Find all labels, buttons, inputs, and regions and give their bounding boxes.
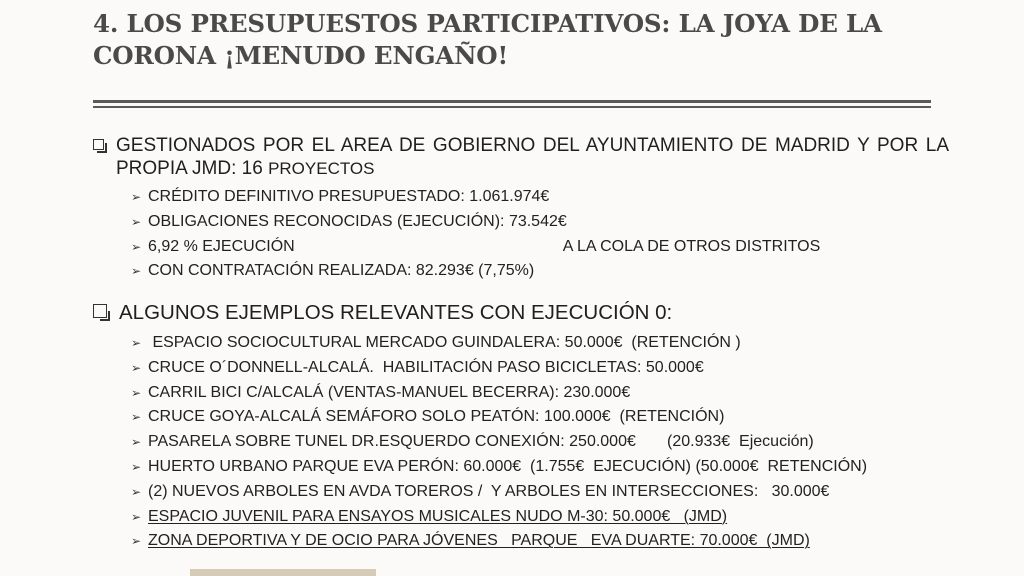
arrow-bullet-icon: ➢ <box>131 360 142 375</box>
section-ejemplos <box>93 300 953 554</box>
list-item: ➢ CRUCE GOYA-ALCALÁ SEMÁFORO SOLO PEATÓN: 100.000€ (RETENCIÓN) <box>93 405 953 430</box>
arrow-bullet-icon: ➢ <box>131 484 142 499</box>
arrow-bullet-icon: ➢ <box>131 459 142 474</box>
section-heading <box>93 300 953 326</box>
list-item: ➢ ESPACIO JUVENIL PARA ENSAYOS MUSICALES NUDO M-30: 50.000€ (JMD) <box>93 505 953 530</box>
heading-main: GESTIONADOS POR EL AREA DE GOBIERNO DEL AYUNTAMIENTO DE MADRID Y POR LA PROPIA JMD: 16 <box>116 135 949 179</box>
page-title: 4. LOS PRESUPUESTOS PARTICIPATIVOS: LA JOYA DE LA CORONA ¡MENUDO ENGAÑO! <box>93 9 882 70</box>
footer-accent-bar <box>190 569 376 576</box>
arrow-bullet-icon: ➢ <box>131 435 142 450</box>
arrow-bullet-icon: ➢ <box>131 214 142 229</box>
title-divider-thick <box>93 100 931 103</box>
arrow-bullet-icon: ➢ <box>131 264 142 279</box>
arrow-bullet-icon: ➢ <box>131 239 142 254</box>
arrow-bullet-icon: ➢ <box>131 190 142 204</box>
section-items <box>93 331 953 554</box>
section-items <box>93 185 953 284</box>
arrow-bullet-icon: ➢ <box>131 410 142 425</box>
section-heading <box>93 134 953 180</box>
list-item: ➢ CRUCE O´DONNELL-ALCALÁ. HABILITACIÓN PASO BICICLETAS: 50.000€ <box>93 356 953 381</box>
arrow-bullet-icon: ➢ <box>131 385 142 400</box>
item-note: A LA COLA DE OTROS DISTRITOS <box>562 237 821 255</box>
checkbox-bullet-icon <box>93 304 107 318</box>
list-item: ➢ OBLIGACIONES RECONOCIDAS (EJECUCIÓN): 73.542€ <box>93 210 953 235</box>
section-gestionados <box>93 134 953 284</box>
arrow-bullet-icon: ➢ <box>131 534 142 549</box>
list-item: ➢ 6,92 % EJECUCIÓN A LA COLA DE OTROS DISTRITOS <box>93 235 953 260</box>
list-item: ➢ ZONA DEPORTIVA Y DE OCIO PARA JÓVENES PARQUE EVA DUARTE: 70.000€ (JMD) <box>93 529 953 554</box>
checkbox-bullet-icon <box>93 139 104 150</box>
arrow-bullet-icon: ➢ <box>131 336 142 350</box>
list-item: ➢ CARRIL BICI C/ALCALÁ (VENTAS-MANUEL BECERRA): 230.000€ <box>93 381 953 406</box>
list-item: ➢ HUERTO URBANO PARQUE EVA PERÓN: 60.000€ (1.755€ EJECUCIÓN) (50.000€ RETENCIÓN) <box>93 455 953 480</box>
list-item: ➢ CON CONTRATACIÓN REALIZADA: 82.293€ (7,75%) <box>93 259 953 284</box>
section-heading-text: ALGUNOS EJEMPLOS RELEVANTES CON EJECUCIÓN 0: <box>119 301 673 324</box>
list-item: ➢ PASARELA SOBRE TUNEL DR.ESQUERDO CONEXIÓN: 250.000€ (20.933€ Ejecución) <box>93 430 953 455</box>
heading-suffix: PROYECTOS <box>268 159 375 178</box>
title-divider-thin <box>93 106 931 108</box>
list-item: ➢ (2) NUEVOS ARBOLES EN AVDA TOREROS / Y ARBOLES EN INTERSECCIONES: 30.000€ <box>93 480 953 505</box>
list-item: ➢ ESPACIO SOCIOCULTURAL MERCADO GUINDALERA: 50.000€ (RETENCIÓN ) <box>93 331 953 356</box>
list-item: ➢ CRÉDITO DEFINITIVO PRESUPUESTADO: 1.061.974€ <box>93 185 953 210</box>
section-heading-text <box>116 134 953 180</box>
arrow-bullet-icon: ➢ <box>131 509 142 524</box>
